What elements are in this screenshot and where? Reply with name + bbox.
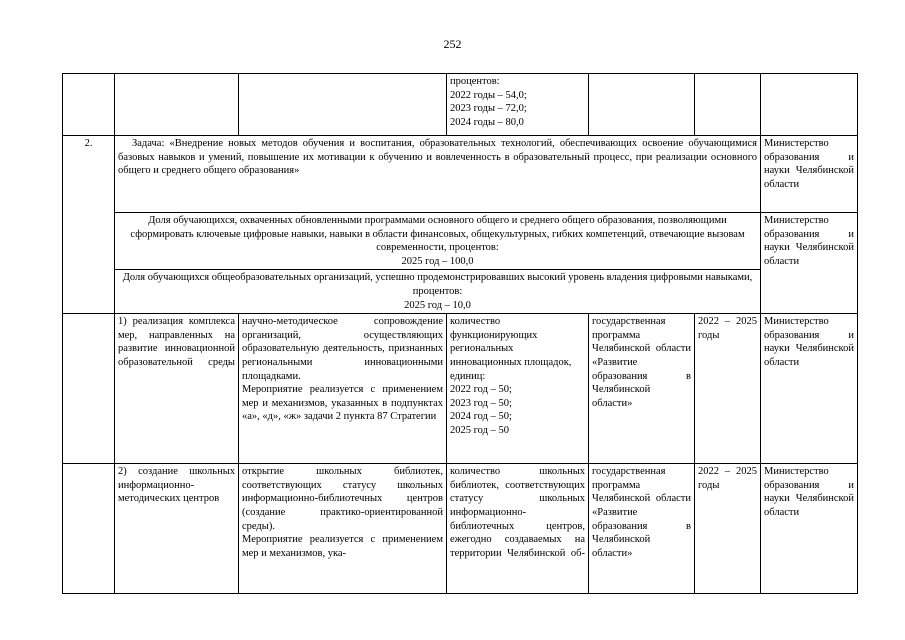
indicator-line: 2022 годы – 54,0; xyxy=(450,89,527,101)
responsible-cell: Министерство образования и науки Челябинской области xyxy=(761,136,858,213)
table-row xyxy=(63,74,858,136)
table-row xyxy=(63,464,858,594)
indicator-1-value: 2025 год – 100,0 xyxy=(401,255,474,267)
document-table xyxy=(62,73,858,594)
table-cell xyxy=(115,74,239,136)
responsible-cell: Министерство образования и науки Челябинской области xyxy=(761,213,858,314)
indicator-line: 2023 годы – 72,0; xyxy=(450,103,527,115)
table-cell xyxy=(695,74,761,136)
indicator-line: 2023 год – 50; xyxy=(450,397,512,409)
indicator-cell xyxy=(447,74,589,136)
measure-content-text: открытие школьных библиотек, соответствующих статусу школьных информационно-библиотечных центров (создание практико-ориентированной среды). xyxy=(242,466,443,532)
table-cell xyxy=(63,74,115,136)
indicator-cell: количество школьных библиотек, соответствующих статусу школьных информационно-библиотечных центров, ежегодно создаваемых на территории Челябинской об- xyxy=(447,464,589,594)
measure-content xyxy=(239,464,447,594)
measure-content xyxy=(239,314,447,464)
indicator-line: 2024 год – 50; xyxy=(450,411,512,423)
task-row xyxy=(63,136,858,213)
table-cell xyxy=(239,74,447,136)
indicator-2 xyxy=(115,270,761,314)
indicator-cell xyxy=(447,314,589,464)
indicator-row xyxy=(63,270,858,314)
table-cell xyxy=(63,464,115,594)
table-cell xyxy=(589,74,695,136)
measure-name: 2) создание школьных информационно-методических центров xyxy=(115,464,239,594)
table-row xyxy=(63,314,858,464)
indicator-line: 2025 год – 50 xyxy=(450,424,509,436)
indicator-line: 2022 год – 50; xyxy=(450,384,512,396)
indicator-1 xyxy=(115,213,761,270)
measure-content-text: научно-методическое сопровождение организаций, осуществляющих образовательную деятельность, признанных региональными инновационными площадками. xyxy=(242,316,443,382)
period-cell: 2022 – 2025 годы xyxy=(695,314,761,464)
indicator-line: 2024 годы – 80,0 xyxy=(450,116,524,128)
table-cell xyxy=(63,314,115,464)
indicator-2-text: Доля обучающихся общеобразовательных организаций, успешно продемонстрировавших высокий уровень владения цифровыми навыками, процентов: xyxy=(122,272,753,297)
task-text: Задача: «Внедрение новых методов обучения и воспитания, образовательных технологий, обеспечивающих освоение обучающимися базовых навыков и умений, повышение их мотивации к обучению и вовлеченность в образовательный процесс, при реализации основного общего и среднего общего образования» xyxy=(115,136,761,213)
program-cell: государственная программа Челябинской области «Развитие образования в Челябинской области» xyxy=(589,464,695,594)
page-number: 252 xyxy=(443,37,462,51)
program-cell: государственная программа Челябинской области «Развитие образования в Челябинской области» xyxy=(589,314,695,464)
indicator-row xyxy=(63,213,858,270)
indicator-2-value: 2025 год – 10,0 xyxy=(404,299,471,311)
indicator-1-text: Доля обучающихся, охваченных обновленными программами основного общего и среднего общего образования, позволяющими сформировать ключевые цифровые навыки, навыки в области финансовых, общекультурных, гибких компетенций, отвечающие вызовам современности, процентов: xyxy=(130,215,745,254)
measure-content-note: Мероприятие реализуется с применением мер и механизмов, указанных в подпунктах «а», «д», «ж» задачи 2 пункта 87 Стратегии xyxy=(242,384,443,423)
table-cell xyxy=(761,74,858,136)
responsible-cell: Министерство образования и науки Челябинской области xyxy=(761,464,858,594)
section-number: 2. xyxy=(63,136,115,314)
measure-name: 1) реализация комплекса мер, направленных на развитие инновационной образовательной среды xyxy=(115,314,239,464)
indicator-line: процентов: xyxy=(450,76,500,87)
period-cell: 2022 – 2025 годы xyxy=(695,464,761,594)
responsible-cell: Министерство образования и науки Челябинской области xyxy=(761,314,858,464)
indicator-line: количество функционирующих региональных инновационных площадок, единиц: xyxy=(450,316,572,382)
measure-content-note: Мероприятие реализуется с применением мер и механизмов, ука- xyxy=(242,534,443,559)
